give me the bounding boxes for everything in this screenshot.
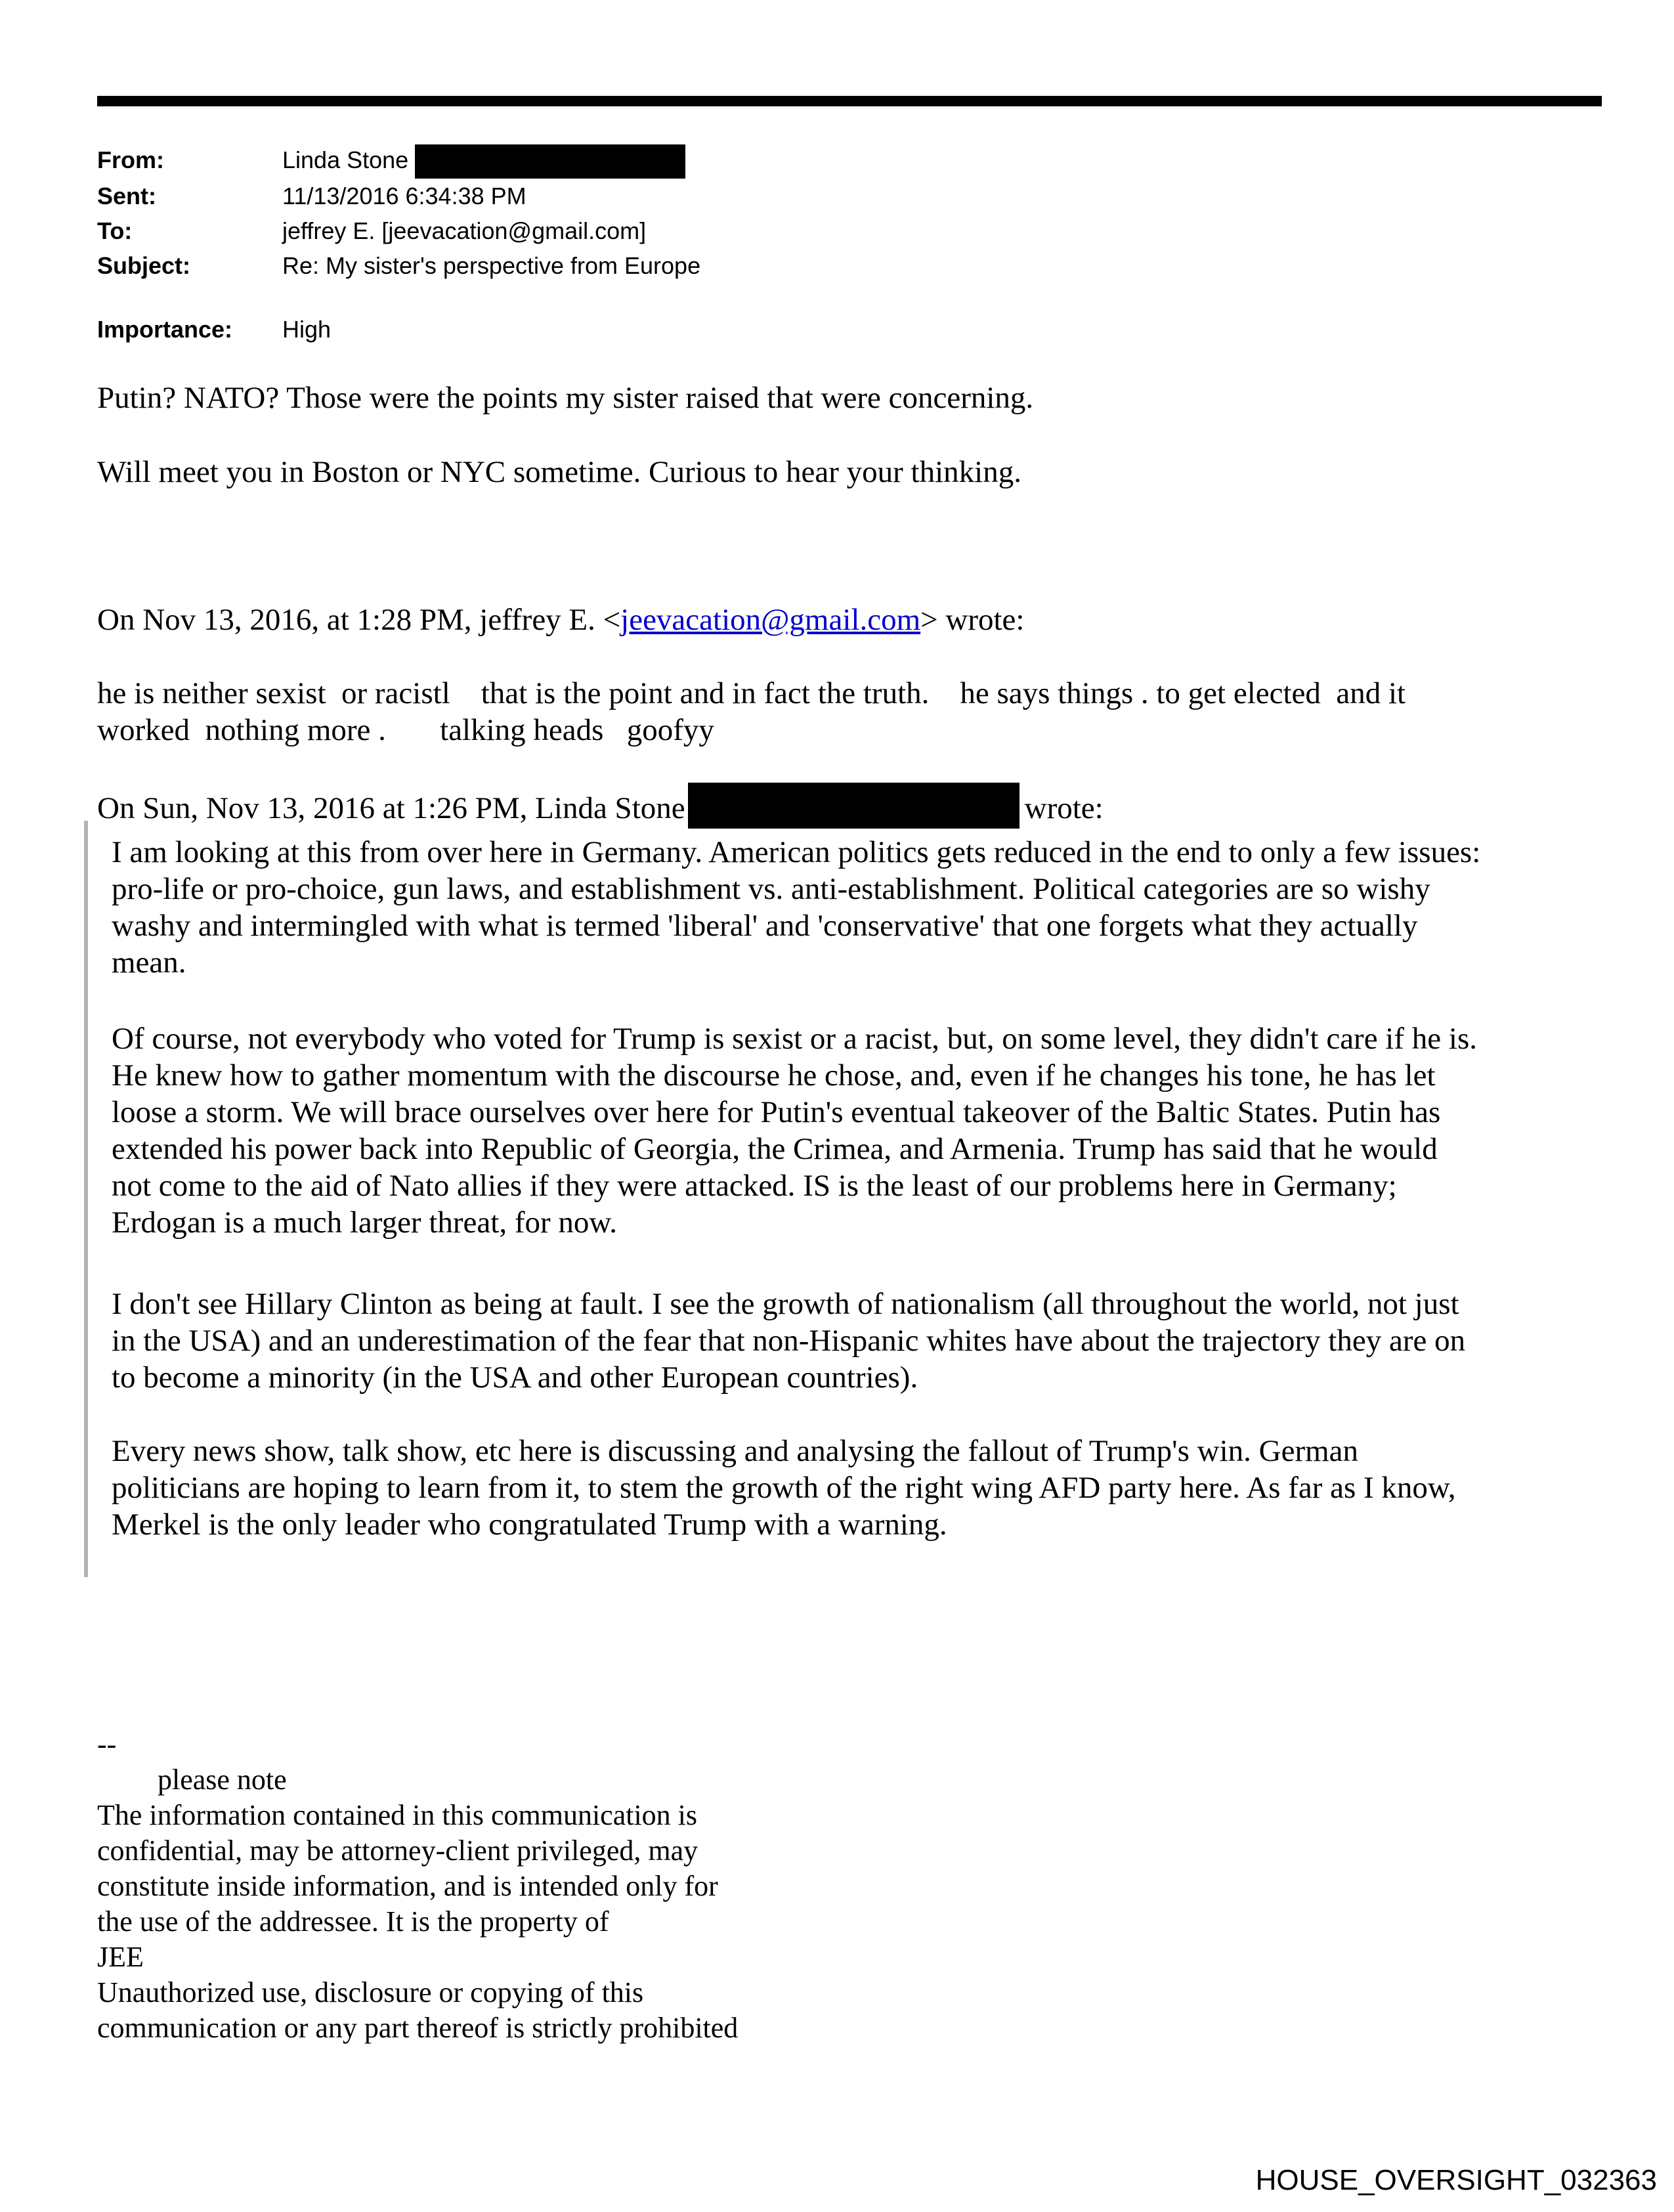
email-header <box>97 142 700 347</box>
header-row-to <box>97 213 700 248</box>
reply-attribution-suffix: > wrote: <box>920 603 1025 637</box>
redaction-box-onsun <box>688 783 1019 829</box>
to-value: jeffrey E. [jeevacation@gmail.com] <box>282 217 647 245</box>
email-body <box>97 380 1646 1577</box>
subject-value: Re: My sister's perspective from Europe <box>282 252 701 280</box>
body-paragraph-2: Will meet you in Boston or NYC sometime. Curious to hear your thinking. <box>97 455 1021 489</box>
quote-attribution-prefix: On Sun, Nov 13, 2016 at 1:26 PM, Linda Stone <box>97 791 685 825</box>
quote-line: Every news show, talk show, etc here is discussing and analysing the fallout of Trump's win. German <box>112 1434 1359 1468</box>
quote-line: mean. <box>112 945 186 980</box>
quote-paragraph-3 <box>112 1286 1646 1396</box>
signature-note: please note <box>158 1764 287 1796</box>
signature-line: Unauthorized use, disclosure or copying of this <box>97 1976 644 2008</box>
jeffrey-reply-line: worked nothing more . talking heads goofyy <box>97 713 714 747</box>
quote-paragraph-1 <box>112 834 1646 981</box>
top-divider-bar <box>97 96 1602 106</box>
header-row-importance <box>97 312 700 347</box>
quote-line: pro-life or pro-choice, gun laws, and establishment vs. anti-establishment. Political categories are so wishy <box>112 872 1430 906</box>
to-label: To: <box>97 217 133 245</box>
header-row-sent <box>97 179 700 213</box>
jeffrey-reply-line: he is neither sexist or racistl that is the point and in fact the truth. he says things . to get elected and it <box>97 676 1406 710</box>
quote-line: to become a minority (in the USA and other European countries). <box>112 1360 918 1395</box>
quote-line: loose a storm. We will brace ourselves over here for Putin's eventual takeover of the Baltic States. Putin has <box>112 1095 1441 1129</box>
signature-line: constitute inside information, and is intended only for <box>97 1870 718 1902</box>
reply-attribution-prefix: On Nov 13, 2016, at 1:28 PM, jeffrey E. < <box>97 603 621 637</box>
from-label: From: <box>97 146 164 173</box>
quote-line: washy and intermingled with what is termed 'liberal' and 'conservative' that one forgets what they actually <box>112 909 1418 943</box>
bates-number: HOUSE_OVERSIGHT_032363 <box>1255 2164 1657 2196</box>
quote-line: not come to the aid of Nato allies if they were attacked. IS is the least of our problems here in Germany; <box>112 1169 1397 1203</box>
signature-line: JEE <box>97 1941 144 1973</box>
body-paragraph-1: Putin? NATO? Those were the points my sister raised that were concerning. <box>97 381 1034 415</box>
signature-line: the use of the addressee. It is the property of <box>97 1905 609 1938</box>
sent-label: Sent: <box>97 183 156 210</box>
jeffrey-reply <box>97 675 1646 748</box>
quote-line: I don't see Hillary Clinton as being at fault. I see the growth of nationalism (all throughout the world, not just <box>112 1287 1459 1321</box>
quote-paragraph-2 <box>112 1020 1646 1241</box>
from-value-wrap <box>282 142 685 179</box>
reply-attribution-line <box>97 601 1646 638</box>
quote-line: Merkel is the only leader who congratulated Trump with a warning. <box>112 1507 947 1542</box>
from-value: Linda Stone <box>282 146 409 173</box>
quote-line: politicians are hoping to learn from it, to stem the growth of the right wing AFD party here. As far as I know, <box>112 1471 1456 1505</box>
signature-line: confidential, may be attorney-client privileged, may <box>97 1834 698 1867</box>
signature-dashes: -- <box>97 1728 117 1760</box>
quoted-message <box>84 821 1646 1577</box>
quote-line: He knew how to gather momentum with the discourse he chose, and, even if he changes his tone, he has let <box>112 1058 1436 1093</box>
signature-block <box>97 1727 738 2046</box>
sent-value: 11/13/2016 6:34:38 PM <box>282 183 526 210</box>
quote-line: in the USA) and an underestimation of the fear that non-Hispanic whites have about the trajectory they are on <box>112 1324 1466 1358</box>
quote-line: Of course, not everybody who voted for Trump is sexist or a racist, but, on some level, they didn't care if he is. <box>112 1022 1477 1056</box>
email-link[interactable]: jeevacation@gmail.com <box>620 603 921 637</box>
subject-label: Subject: <box>97 252 191 280</box>
quote-line: I am looking at this from over here in Germany. American politics gets reduced in the end to only a few issues: <box>112 835 1481 869</box>
redaction-box-from <box>415 144 685 179</box>
quote-attribution-suffix: wrote: <box>1024 791 1104 825</box>
importance-value: High <box>282 316 332 343</box>
quote-line: Erdogan is a much larger threat, for now. <box>112 1205 618 1240</box>
importance-label: Importance: <box>97 316 233 343</box>
quote-paragraph-4 <box>112 1433 1646 1543</box>
header-row-subject <box>97 248 700 283</box>
signature-line: The information contained in this communication is <box>97 1799 698 1831</box>
quote-line: extended his power back into Republic of Georgia, the Crimea, and Armenia. Trump has said that he would <box>112 1132 1438 1166</box>
signature-line: communication or any part thereof is strictly prohibited <box>97 2012 739 2044</box>
header-row-from <box>97 142 700 179</box>
